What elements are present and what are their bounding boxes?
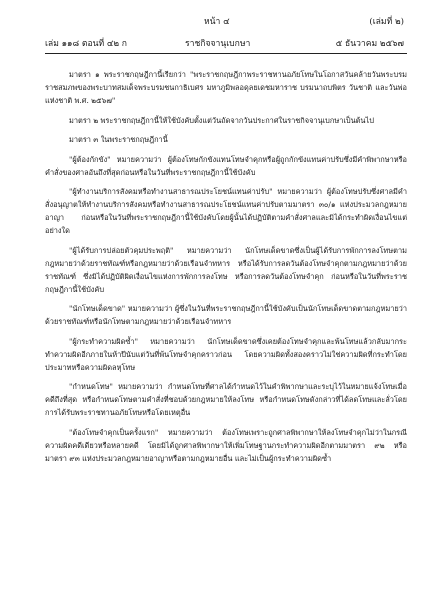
definition-sentence: "กำหนดโทษ" หมายความว่า กำหนดโทษที่ศาลได้กำหนดไว้ในคำพิพากษาและระบุไว้ในหมายแจ้งโทษเมื่อคดีถึงที่สุด หรือกำหนดโทษตามคำสั่งที่ชอบด้วยกฎหมายให้ลงโทษ หรือกำหนดโทษดังกล่าวที่ได้ลดโทษและลั่วโดยการได้รับพระราชทานอภัยโทษหรือโดยเหตุอื่น	[45, 382, 407, 417]
header-divider	[45, 53, 407, 54]
definition-repeat-offender: "ผู้กระทำความผิดซ้ำ" หมายความว่า นักโทษเด็ดขาดซึ่งเคยต้องโทษจำคุกและพ้นโทษแล้วกลับมากระทำความผิดอีกภายในห้าปีนับแต่วันที่พ้นโทษจำคุกคราวก่อน โดยความผิดทั้งสองคราวไม่ใช่ความผิดที่กระทำโดยประมาทหรือความผิดลหุโทษ	[45, 336, 407, 372]
decree-body	[45, 68, 407, 471]
definition-convict: "นักโทษเด็ดขาด" หมายความว่า ผู้ซึ่งในวันที่พระราชกฤษฎีกานี้ใช้บังคับเป็นนักโทษเด็ดขาดตามกฎหมายว่าด้วยราชทัณฑ์หรือนักโทษตามกฎหมายว่าด้วยเรือนจำทหาร	[45, 304, 407, 326]
section-2: มาตรา ๒ พระราชกฤษฎีกานี้ให้ใช้บังคับตั้งแต่วันถัดจากวันประกาศในราชกิจจานุเบกษาเป็นต้นไป	[69, 115, 374, 125]
section-3: มาตรา ๓ ในพระราชกฤษฎีกานี้	[69, 135, 168, 144]
publication-name: ราชกิจจานุเบกษา	[185, 39, 251, 49]
page-number: หน้า ๔	[204, 17, 230, 27]
volume-label: (เล่มที่ ๒)	[369, 17, 404, 27]
definition-first-imprisonment: "ต้องโทษจำคุกเป็นครั้งแรก" หมายความว่า ต้องโทษเพราะถูกศาลพิพากษาให้ลงโทษจำคุกไม่ว่าในกรณีความผิดคดีเดียวหรือหลายคดี โดยมิได้ถูกศาลพิพากษาให้เพิ่มโทษฐานกระทำความผิดอีกตามมาตรา ๙๒ หรือมาตรา ๙๓ แห่งประมวลกฎหมายอาญาหรือตามกฎหมายอื่น และไม่เป็นผู้กระทำความผิดซ้ำ	[45, 427, 407, 463]
definition-detainee: "ผู้ต้องกักขัง" หมายความว่า ผู้ต้องโทษกักขังแทนโทษจำคุกหรือผู้ถูกกักขังแทนค่าปรับซึ่งมีคำพิพากษาหรือคำสั่งของศาลอันถึงที่สุดก่อนหรือในวันที่พระราชกฤษฎีกานี้ใช้บังคับ	[45, 154, 407, 177]
book-number: เล่ม ๑๑๘ ตอนที่ ๔๒ ก	[45, 39, 127, 49]
section-1: มาตรา ๑ พระราชกฤษฎีกานี้เรียกว่า "พระราชกฤษฎีกาพระราชทานอภัยโทษในโอกาสวันคล้ายวันพระบรมราชสมภพของพระบาทสมเด็จพระบรมชนกาธิเบศร มหาภูมิพลอดุลยเดชมหาราช บรมนาถบพิตร วันชาติ และวันพ่อแห่งชาติ พ.ศ. ๒๕๖๗"	[45, 70, 407, 105]
definition-parolee: "ผู้ได้รับการปล่อยตัวคุมประพฤติ" หมายความว่า นักโทษเด็ดขาดซึ่งเป็นผู้ได้รับการพักการลงโทษตามกฎหมายว่าด้วยราชทัณฑ์หรือกฎหมายว่าด้วยเรือนจำทหาร หรือได้รับการลดวันต้องโทษจำคุกตามกฎหมายว่าด้วยราชทัณฑ์ ซึ่งมิได้ปฏิบัติผิดเงื่อนไขแห่งการพักการลงโทษ หรือการลดวันต้องโทษจำคุก ก่อนหรือในวันที่พระราชกฤษฎีกานี้ใช้บังคับ	[45, 245, 407, 294]
definition-community-service: "ผู้ทำงานบริการสังคมหรือทำงานสาธารณประโยชน์แทนค่าปรับ" หมายความว่า ผู้ต้องโทษปรับซึ่งศาลมีคำสั่งอนุญาตให้ทำงานบริการสังคมหรือทำงานสาธารณประโยชน์แทนค่าปรับตามมาตรา ๓๐/๑ แห่งประมวลกฎหมายอาญา ก่อนหรือในวันที่พระราชกฤษฎีกานี้ใช้บังคับโดยผู้นั้นได้ปฏิบัติตามคำสั่งศาลและมิได้กระทำผิดเงื่อนไขแต่อย่างใด	[45, 187, 407, 235]
publication-date: ๕ ธันวาคม ๒๕๖๗	[335, 39, 404, 49]
